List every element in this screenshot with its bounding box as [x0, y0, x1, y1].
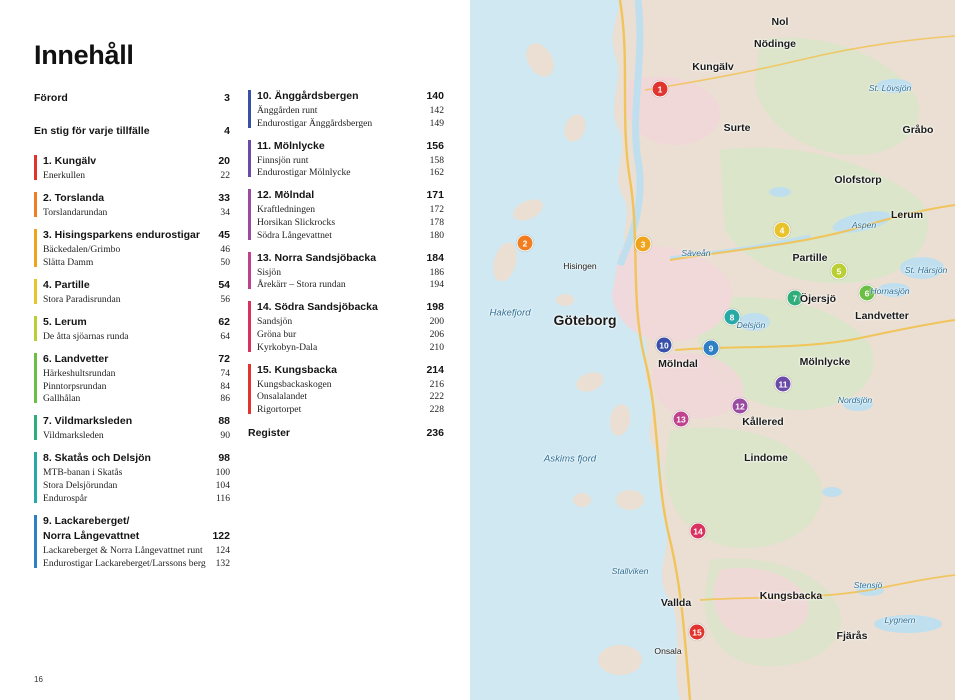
toc-subentry-page: 90	[220, 430, 230, 442]
toc-subentry-page: 84	[220, 380, 230, 392]
toc-subentry-page: 178	[429, 216, 444, 228]
toc-chapter-label: 8. Skatås och Delsjön	[43, 452, 151, 465]
toc-subentry-page: 50	[220, 256, 230, 268]
toc-subentry-page: 216	[429, 378, 444, 390]
toc-subentry[interactable]	[257, 266, 444, 279]
toc-subentry[interactable]	[43, 380, 230, 393]
toc-subentry-label: Kyrkobyn-Dala	[257, 341, 318, 353]
toc-chapter-page: 184	[426, 251, 444, 264]
toc-subentry[interactable]	[257, 316, 444, 329]
toc-chapter-page: 88	[218, 415, 230, 428]
toc-subentry-label: Sisjön	[257, 266, 281, 278]
toc-chapter-page: 20	[218, 155, 230, 167]
toc-chapter-page: 72	[218, 353, 230, 366]
toc-columns	[34, 89, 444, 579]
toc-entry[interactable]	[257, 363, 444, 379]
toc-subentry[interactable]	[257, 403, 444, 416]
toc-chapter-page: 171	[426, 189, 444, 202]
map-label: Askims fjord	[543, 453, 597, 465]
map-pin-10[interactable]: 10	[656, 337, 673, 354]
map-pin-8[interactable]: 8	[724, 309, 741, 326]
toc-subentry[interactable]	[43, 368, 230, 381]
toc-entry-page: 236	[426, 426, 444, 439]
toc-subentry-label: Endurospår	[43, 492, 88, 504]
toc-subentry-label: Gallhålan	[43, 393, 81, 405]
chapter-color-bar	[248, 301, 251, 351]
map-pin-7[interactable]: 7	[787, 290, 804, 307]
toc-chapter-label: 3. Hisingsparkens endurostigar	[43, 229, 200, 242]
map-label: Surte	[723, 122, 751, 134]
map-pin-6[interactable]: 6	[859, 285, 876, 302]
map-label: Landvetter	[855, 310, 909, 322]
toc-subentry-label: Enerkullen	[43, 170, 86, 181]
toc-subentry-label: Sandsjön	[257, 316, 293, 328]
page-title: Innehåll	[34, 40, 134, 70]
toc-subentry-page: 132	[215, 557, 230, 569]
toc-entry[interactable]	[43, 191, 230, 207]
toc-subentry-page: 142	[429, 105, 444, 116]
map-pin-2[interactable]: 2	[517, 235, 534, 252]
toc-entry[interactable]	[34, 122, 230, 146]
map-pin-5[interactable]: 5	[831, 263, 848, 280]
toc-entry[interactable]	[43, 352, 230, 368]
chapter-color-bar	[34, 452, 37, 502]
map-pin-12[interactable]: 12	[732, 398, 749, 415]
toc-chapter-group	[34, 315, 230, 343]
toc-chapter-page: 98	[218, 452, 230, 465]
toc-chapter-group	[34, 278, 230, 306]
toc-subentry[interactable]	[43, 492, 230, 505]
toc-subentry-label: Vildmarksleden	[43, 430, 104, 442]
map-label: Olofstorp	[834, 174, 882, 186]
toc-subentry[interactable]	[257, 328, 444, 341]
map-label: Fjärås	[836, 630, 868, 642]
toc-subentry[interactable]	[43, 293, 230, 306]
toc-subentry-page: 180	[429, 229, 444, 241]
toc-chapter-label: Norra Långevattnet	[43, 530, 140, 543]
toc-entry[interactable]	[43, 278, 230, 294]
map-label: Hornasjön	[870, 286, 910, 296]
map-label: Kungälv	[692, 61, 734, 73]
chapter-color-bar	[34, 155, 37, 180]
toc-subentry[interactable]	[257, 341, 444, 354]
map-label: Hisingen	[563, 261, 597, 271]
toc-chapter-label: 1. Kungälv	[43, 155, 97, 167]
map-pin-9[interactable]: 9	[703, 340, 720, 357]
toc-chapter-label: 4. Partille	[43, 278, 90, 291]
toc-subentry-label: Kungsbackaskogen	[257, 378, 332, 390]
toc-subentry-page: 172	[429, 204, 444, 216]
toc-subentry[interactable]	[43, 256, 230, 269]
map-label: Lygnern	[884, 615, 916, 625]
toc-chapter-group	[248, 139, 444, 180]
toc-chapter-group	[248, 300, 444, 353]
map-pin-1[interactable]: 1	[652, 81, 669, 98]
toc-entry[interactable]	[257, 188, 444, 204]
toc-subentry-label: Lackareberget & Norra Långevattnet runt	[43, 545, 203, 557]
toc-entry[interactable]	[43, 154, 230, 170]
toc-chapter-group	[34, 514, 230, 570]
table-of-contents-page	[0, 0, 470, 700]
toc-subentry-page: 100	[215, 467, 230, 479]
toc-subentry-page: 206	[429, 328, 444, 340]
map-label: Nol	[771, 16, 789, 28]
toc-entry[interactable]	[257, 251, 444, 267]
toc-entry[interactable]	[43, 315, 230, 331]
toc-subentry-page: 200	[429, 316, 444, 328]
toc-entry[interactable]	[257, 89, 444, 105]
toc-subentry-page: 162	[429, 167, 444, 179]
map-label: Göteborg	[553, 312, 617, 328]
toc-subentry-page: 22	[220, 170, 230, 181]
toc-subentry-label: Änggården runt	[257, 105, 318, 116]
map-pin-11[interactable]: 11	[775, 376, 792, 393]
toc-subentry-label: Endurostigar Änggårdsbergen	[257, 117, 373, 129]
toc-chapter-page: 198	[426, 301, 444, 314]
chapter-color-bar	[34, 279, 37, 304]
toc-subentry-page: 86	[220, 393, 230, 405]
toc-entry[interactable]	[43, 529, 230, 545]
toc-subentry[interactable]	[43, 480, 230, 493]
toc-plain-group	[34, 122, 230, 146]
toc-subentry[interactable]	[257, 279, 444, 292]
chapter-color-bar	[248, 189, 251, 239]
chapter-color-bar	[34, 353, 37, 403]
toc-subentry-label: Endurostigar Mölnlycke	[257, 167, 351, 179]
toc-plain-group	[34, 89, 230, 113]
toc-chapter-label: 9. Lackareberget/	[43, 514, 130, 527]
toc-subentry-page: 74	[220, 368, 230, 380]
toc-subentry-label: Pinntorpsrundan	[43, 380, 107, 392]
map-label: Onsala	[654, 646, 682, 656]
toc-entry-label: Register	[248, 426, 291, 439]
chapter-color-bar	[34, 316, 37, 341]
toc-subentry-label: Gröna bur	[257, 328, 297, 340]
toc-chapter-page: 45	[218, 229, 230, 242]
map-label: Kållered	[742, 416, 784, 428]
chapter-color-bar	[34, 192, 37, 217]
toc-entry[interactable]	[43, 514, 230, 530]
toc-column-left	[34, 89, 230, 579]
map-label: Vallda	[660, 597, 692, 609]
toc-subentry-page: 186	[429, 266, 444, 278]
toc-subentry[interactable]	[257, 378, 444, 391]
map-label: Lerum	[890, 209, 924, 221]
map-label: St. Härsjön	[904, 265, 948, 275]
toc-chapter-label: 12. Mölndal	[257, 189, 315, 202]
toc-subentry-page: 210	[429, 341, 444, 353]
toc-chapter-page: 122	[212, 530, 230, 543]
toc-subentry[interactable]	[43, 545, 230, 558]
toc-chapter-group	[248, 188, 444, 241]
map-label: Mölnlycke	[799, 356, 851, 368]
map-pin-15[interactable]: 15	[689, 624, 706, 641]
toc-chapter-group	[34, 414, 230, 442]
toc-entry-page: 4	[224, 124, 230, 137]
toc-chapter-group	[34, 352, 230, 405]
toc-subentry-page: 116	[215, 492, 230, 504]
map-label: Nödinge	[754, 38, 796, 50]
map-label: Öjersjö	[799, 293, 837, 305]
toc-column-right	[248, 89, 444, 579]
chapter-color-bar	[34, 515, 37, 568]
toc-chapter-group	[34, 191, 230, 219]
toc-subentry[interactable]	[257, 117, 444, 130]
toc-subentry[interactable]	[43, 244, 230, 257]
toc-subentry-label: Horsikan Slickrocks	[257, 216, 336, 228]
toc-subentry-page: 124	[215, 545, 230, 557]
toc-subentry[interactable]	[257, 216, 444, 229]
toc-chapter-page: 33	[218, 192, 230, 205]
toc-subentry-page: 194	[429, 279, 444, 291]
toc-chapter-label: 13. Norra Sandsjöbacka	[257, 251, 377, 264]
toc-subentry-label: Stora Paradisrundan	[43, 293, 121, 305]
toc-chapter-page: 214	[426, 363, 444, 376]
map-pin-13[interactable]: 13	[673, 411, 690, 428]
map-pin-3[interactable]: 3	[635, 236, 652, 253]
toc-entry[interactable]	[43, 414, 230, 430]
toc-entry[interactable]	[257, 300, 444, 316]
toc-subentry[interactable]	[257, 167, 444, 180]
toc-subentry[interactable]	[43, 430, 230, 443]
toc-entry[interactable]	[43, 451, 230, 467]
toc-entry[interactable]	[43, 228, 230, 244]
map-label: St. Lövsjön	[868, 83, 912, 93]
toc-subentry[interactable]	[257, 204, 444, 217]
map-label: Kungsbacka	[759, 590, 823, 602]
chapter-color-bar	[248, 364, 251, 414]
toc-chapter-label: 7. Vildmarksleden	[43, 415, 133, 428]
chapter-color-bar	[34, 229, 37, 267]
toc-chapter-group	[248, 89, 444, 130]
toc-entry[interactable]	[34, 89, 230, 113]
map-label: Lindome	[744, 452, 788, 464]
map-label: Partille	[792, 252, 828, 264]
toc-subentry-label: Finnsjön runt	[257, 154, 309, 166]
map-label: Hakefjord	[489, 307, 531, 319]
toc-subentry-page: 228	[429, 403, 444, 415]
toc-subentry-label: Onsalalandet	[257, 391, 308, 403]
chapter-color-bar	[248, 252, 251, 290]
toc-subentry[interactable]	[257, 229, 444, 242]
map-label: Mölndal	[658, 358, 698, 370]
map-label: Gråbo	[902, 124, 934, 136]
toc-subentry-label: Torslandarundan	[43, 207, 108, 219]
toc-subentry-page: 64	[220, 330, 230, 342]
toc-subentry-page: 34	[220, 207, 230, 219]
toc-subentry-label: MTB-banan i Skatås	[43, 467, 123, 479]
toc-subentry-page: 149	[429, 117, 444, 129]
chapter-color-bar	[34, 415, 37, 440]
toc-chapter-page: 140	[426, 90, 444, 102]
toc-entry[interactable]	[257, 139, 444, 155]
toc-subentry-page: 46	[220, 244, 230, 256]
toc-entry-page: 3	[224, 92, 230, 104]
toc-subentry[interactable]	[43, 467, 230, 480]
toc-chapter-group	[248, 363, 444, 416]
chapter-color-bar	[248, 140, 251, 178]
toc-subentry-label: Rigortorpet	[257, 403, 302, 415]
toc-subentry-label: Härkeshultsrundan	[43, 368, 116, 380]
toc-subentry-label: Endurostigar Lackareberget/Larssons berg	[43, 557, 206, 569]
toc-subentry-label: De åtta sjöarnas runda	[43, 330, 129, 342]
toc-entry-register[interactable]	[248, 428, 444, 439]
toc-chapter-label: 2. Torslanda	[43, 192, 105, 205]
map-pin-4[interactable]: 4	[774, 222, 791, 239]
toc-chapter-label: 15. Kungsbacka	[257, 363, 337, 376]
toc-chapter-page: 54	[218, 278, 230, 291]
toc-subentry[interactable]	[43, 557, 230, 570]
map-label: Aspen	[851, 220, 877, 230]
toc-subentry-label: Årekärr – Stora rundan	[257, 279, 346, 291]
toc-subentry-page: 222	[429, 391, 444, 403]
toc-subentry[interactable]	[43, 207, 230, 220]
toc-subentry-page: 158	[429, 154, 444, 166]
overview-map[interactable]	[470, 0, 955, 700]
toc-chapter-label: 11. Mölnlycke	[257, 139, 325, 152]
map-label: Delsjön	[736, 320, 766, 330]
toc-subentry-label: Stora Delsjörundan	[43, 480, 118, 492]
map-pin-14[interactable]: 14	[690, 523, 707, 540]
toc-subentry[interactable]	[43, 393, 230, 406]
toc-subentry[interactable]	[43, 330, 230, 343]
toc-chapter-label: 14. Södra Sandsjöbacka	[257, 301, 378, 314]
toc-chapter-group	[34, 451, 230, 504]
toc-chapter-group	[248, 251, 444, 292]
toc-subentry-page: 104	[215, 480, 230, 492]
toc-subentry-label: Slätta Damm	[43, 256, 94, 268]
toc-chapter-group	[34, 154, 230, 182]
toc-subentry[interactable]	[257, 391, 444, 404]
toc-subentry-label: Bäckedalen/Grimbo	[43, 244, 121, 256]
toc-subentry-label: Södra Långevattnet	[257, 229, 332, 241]
toc-subentry[interactable]	[257, 154, 444, 167]
toc-subentry[interactable]	[43, 170, 230, 183]
map-label: Stensjö	[853, 580, 883, 590]
toc-chapter-label: 6. Landvetter	[43, 353, 109, 366]
toc-entry-label: Förord	[34, 92, 68, 104]
toc-entry-label: En stig för varje tillfälle	[34, 124, 150, 137]
map-label: Stallviken	[611, 566, 649, 576]
toc-subentry-page: 56	[220, 293, 230, 305]
chapter-color-bar	[248, 90, 251, 128]
toc-chapter-page: 156	[426, 139, 444, 152]
map-label: Nordsjön	[837, 395, 873, 405]
page-number: 16	[34, 675, 43, 684]
toc-subentry[interactable]	[257, 105, 444, 118]
toc-subentry-label: Kraftledningen	[257, 204, 316, 216]
toc-chapter-group	[34, 228, 230, 269]
toc-chapter-page: 62	[218, 315, 230, 328]
toc-chapter-label: 5. Lerum	[43, 315, 87, 328]
map-label: Säveån	[681, 248, 711, 258]
toc-chapter-label: 10. Änggårdsbergen	[257, 90, 359, 102]
